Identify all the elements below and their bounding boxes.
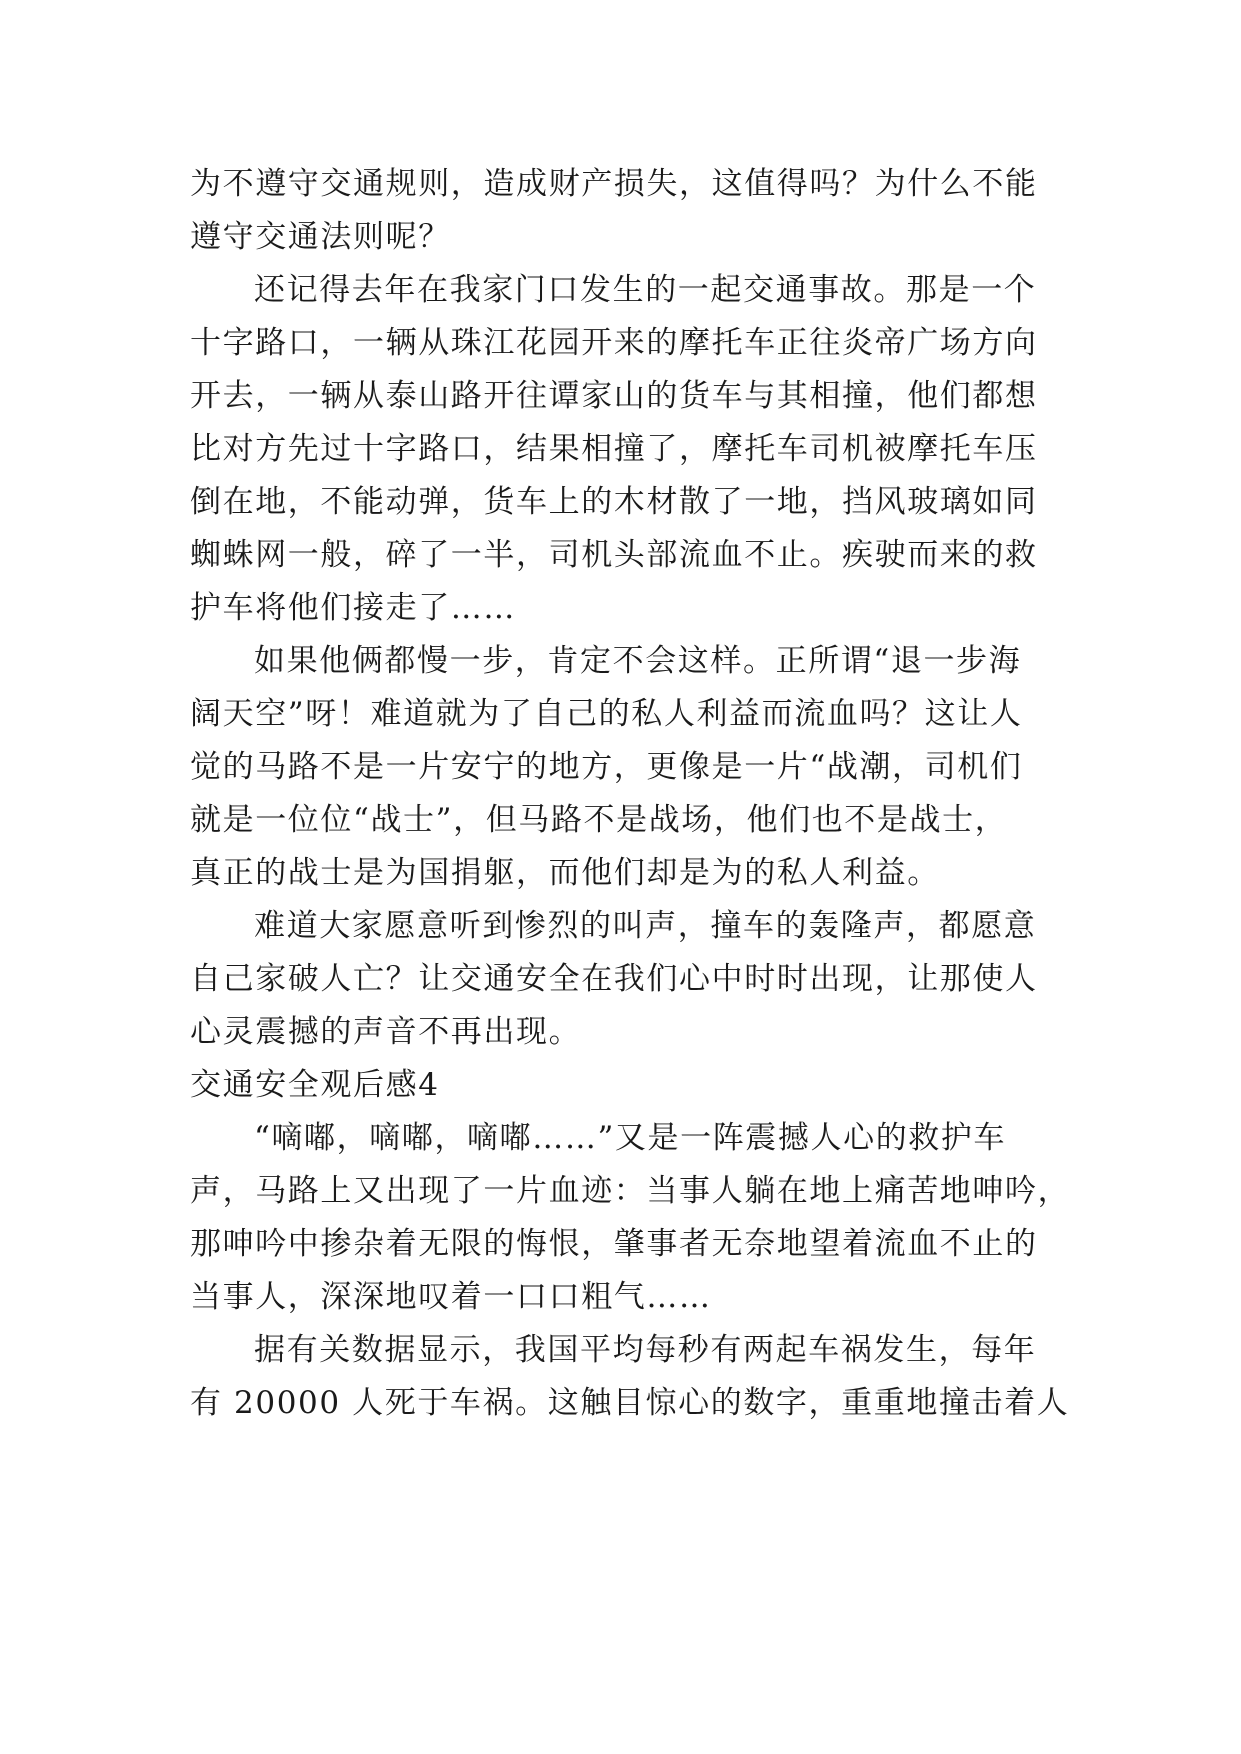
text-line: 比对方先过十字路口，结果相撞了，摩托车司机被摩托车压 bbox=[190, 431, 1038, 467]
text-line: 蜘蛛网一般，碎了一半，司机头部流血不止。疾驶而来的救 bbox=[190, 537, 1038, 573]
text-line: 就是一位位“战士”，但马路不是战场，他们也不是战士， bbox=[190, 802, 1008, 838]
text-line: 护车将他们接走了…… bbox=[190, 590, 516, 626]
paragraph-first-line: 如果他俩都慢一步，肯定不会这样。正所谓“退一步海 bbox=[254, 643, 1022, 679]
text-line: 遵守交通法则呢？ bbox=[190, 219, 451, 255]
text-line: 开去，一辆从泰山路开往谭家山的货车与其相撞，他们都想 bbox=[190, 378, 1038, 414]
text-line: 有 20000 人死于车祸。这触目惊心的数字，重重地撞击着人 bbox=[190, 1385, 1070, 1421]
text-line: 那呻吟中掺杂着无限的悔恨，肇事者无奈地望着流血不止的 bbox=[190, 1226, 1038, 1262]
text-line: 觉的马路不是一片安宁的地方，更像是一片“战潮，司机们 bbox=[190, 749, 1023, 785]
section-heading: 交通安全观后感4 bbox=[190, 1067, 440, 1103]
paragraph-first-line: 难道大家愿意听到惨烈的叫声，撞车的轰隆声，都愿意 bbox=[254, 908, 1037, 944]
paragraph-first-line: 还记得去年在我家门口发生的一起交通事故。那是一个 bbox=[254, 272, 1037, 308]
text-line: 阔天空”呀！难道就为了自己的私人利益而流血吗？这让人 bbox=[190, 696, 1023, 732]
text-line: 心灵震撼的声音不再出现。 bbox=[190, 1014, 582, 1050]
text-line: 为不遵守交通规则，造成财产损失，这值得吗？为什么不能 bbox=[190, 166, 1038, 202]
paragraph-first-line: “嘀嘟，嘀嘟，嘀嘟……”又是一阵震撼人心的救护车 bbox=[254, 1120, 1007, 1156]
text-line: 声，马路上又出现了一片血迹：当事人躺在地上痛苦地呻吟， bbox=[190, 1173, 1071, 1209]
text-line: 倒在地，不能动弹，货车上的木材散了一地，挡风玻璃如同 bbox=[190, 484, 1038, 520]
document-body bbox=[190, 158, 1071, 1430]
paragraph-first-line: 据有关数据显示，我国平均每秒有两起车祸发生，每年 bbox=[254, 1332, 1037, 1368]
text-line: 自己家破人亡？让交通安全在我们心中时时出现，让那使人 bbox=[190, 961, 1038, 997]
text-line: 真正的战士是为国捐躯，而他们却是为的私人利益。 bbox=[190, 855, 940, 891]
text-line: 当事人，深深地叹着一口口粗气…… bbox=[190, 1279, 712, 1315]
text-line: 十字路口，一辆从珠江花园开来的摩托车正往炎帝广场方向 bbox=[190, 325, 1038, 361]
